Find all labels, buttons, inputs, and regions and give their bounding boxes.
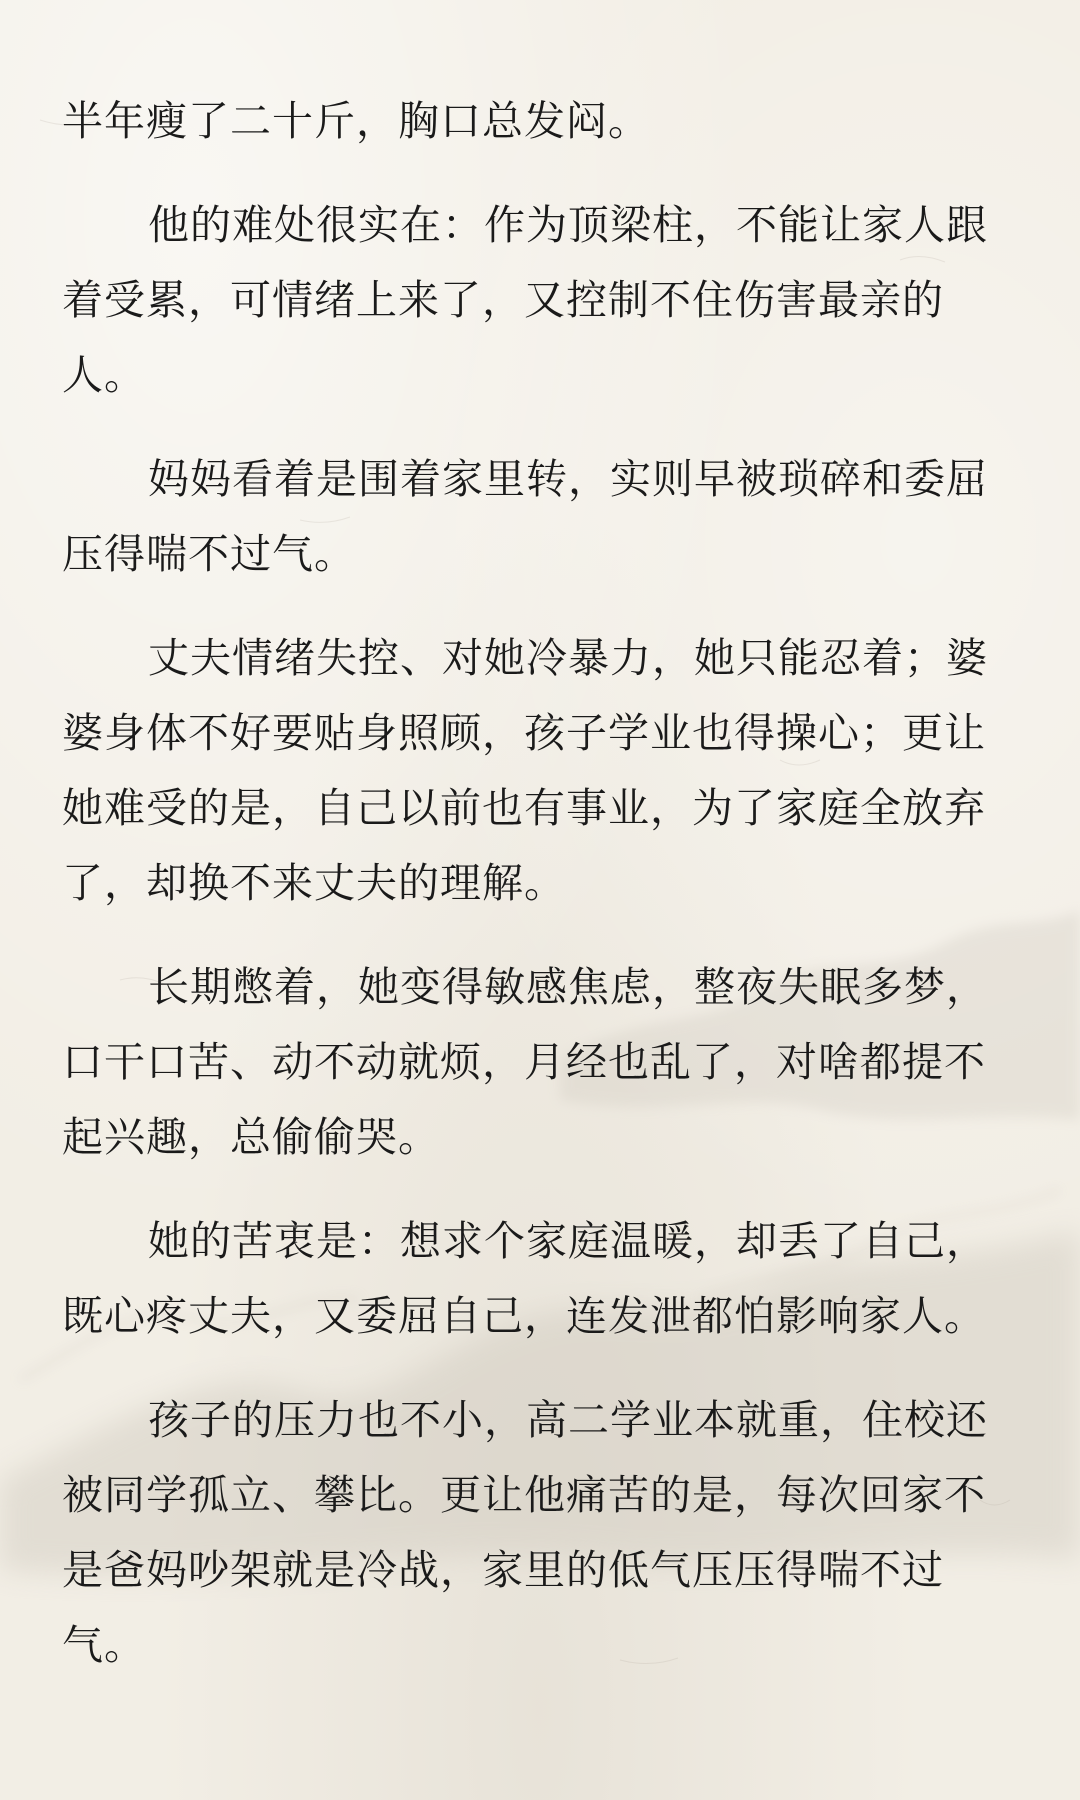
paragraph-7: 孩子的压力也不小，高二学业本就重，住校还被同学孤立、攀比。更让他痛苦的是，每次回家不是爸妈吵架就是冷战，家里的低气压压得喘不过气。 xyxy=(62,1396,988,1669)
paragraph-2: 他的难处很实在：作为顶梁柱，不能让家人跟着受累，可情绪上来了，又控制不住伤害最亲的人。 xyxy=(62,201,988,399)
paragraph-6: 她的苦衷是：想求个家庭温暖，却丢了自己，既心疼丈夫，又委屈自己，连发泄都怕影响家人。 xyxy=(62,1217,988,1340)
paragraph-1: 半年瘦了二十斤，胸口总发闷。 xyxy=(62,97,650,145)
paragraph-4: 丈夫情绪失控、对她冷暴力，她只能忍着；婆婆身体不好要贴身照顾，孩子学业也得操心；更让她难受的是，自己以前也有事业，为了家庭全放弃了，却换不来丈夫的理解。 xyxy=(62,634,988,907)
paragraph-5: 长期憋着，她变得敏感焦虑，整夜失眠多梦，口干口苦、动不动就烦，月经也乱了，对啥都提不起兴趣，总偷偷哭。 xyxy=(62,963,988,1161)
paragraph-3: 妈妈看着是围着家里转，实则早被琐碎和委屈压得喘不过气。 xyxy=(62,455,988,578)
article-body xyxy=(62,84,1012,1712)
